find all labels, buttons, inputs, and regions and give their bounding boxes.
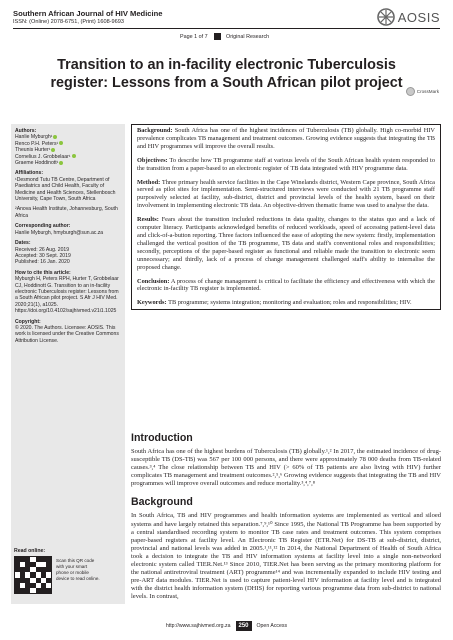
article-type: Original Research <box>226 34 270 40</box>
affiliation-2: ²Anova Health Institute, Johannesburg, South Africa <box>15 206 118 219</box>
read-online-note: Scan this QR code with your smart phone or mobile device to read online. <box>56 558 100 581</box>
crossmark-label: CrossMark <box>416 89 439 94</box>
journal-url-link[interactable]: http://www.sajhivmed.org.za <box>165 623 231 629</box>
orcid-icon[interactable] <box>51 148 55 152</box>
orcid-icon[interactable] <box>59 161 63 165</box>
page-indicator: Page 1 of 7 <box>180 34 208 40</box>
open-access-label: Open Access <box>256 623 288 629</box>
qr-code-icon[interactable] <box>14 556 52 594</box>
corresponding-author-heading: Corresponding author: <box>15 223 71 230</box>
author-name: Cornelius J. Grobbelaar¹ <box>15 154 121 160</box>
separator-square-icon <box>214 33 221 40</box>
date-received: Received: 26 Aug. 2019 <box>15 246 70 253</box>
author-name: Hanlie Myburgh¹ <box>15 134 121 140</box>
background-paragraph: In South Africa, TB and HIV programmes and health information systems are implemented as vertical and siloed systems and have largely retained this separation.⁷,⁹,¹⁰ Since 1995, the National TB Programme has been supported by a central standardised recording system to monitor TB case rates and treatment outcomes. This system comprises paper-based registers at facility level. An Electronic TB Register (ETR.Net) for DS-TB at sub-district, district, provincial and national levels was added in 2005.¹,¹¹,¹² In 2014, the National Department of Health of South Africa took a decision to integrate the TB and HIV information systems at facility level into a single non-networked electronic system called TIER.Net.¹³ Since 2010, TIER.Net has been serving as the primary monitoring platform for the national antiretroviral treatment (ART) programme¹⁴ and was incrementally expanded to include HIV testing and pre-ART data modules. TIER.Net is used to capture patient-level HIV information at facility level and is integrated with the district health information system (DHIS) for reporting various programme data from sub-district to national levels. In contrast, <box>131 512 441 601</box>
date-published: Published: 16 Jan. 2020 <box>15 259 70 266</box>
abstract-box <box>131 124 441 310</box>
cite-heading: How to cite this article: <box>15 269 71 276</box>
header-divider <box>13 28 440 29</box>
crossmark-icon <box>406 87 415 96</box>
introduction-paragraph: South Africa has one of the highest burdens of Tuberculosis (TB) globally.¹,² In 2017, the estimated incidence of drug-susceptible TB (DS-TB) was 567 per 100 000 persons, and there were approximately 78 000 deaths from TB-related causes.³,⁴ The close relationship between TB and HIV (> 60% of TB patients are also living with HIV) further complicates TB management and treatment outcomes.²,⁵,⁶ Growing evidence suggests that integrating the TB and HIV programmes will improve overall outcomes and reduce mortality.³,⁴,⁷,⁸ <box>131 448 441 488</box>
abstract-background: Background: South Africa has one of the highest incidences of Tuberculosis (TB) globally. High co-morbid HIV prevalence complicates TB management and treatment outcomes. Growing evidence suggests that integrating the TB and HIV programmes will improve the overall results. <box>137 127 435 150</box>
citation[interactable]: Myburgh H, Peters RPH, Hurter T, Grobbelaar CJ, Hoddinott G. Transition to an in-facility electronic Tuberculosis register: Lessons from a South African pilot project. S Afr J HIV Med. 2020;21(1), a1025. https://doi.org/10.4102/sajhivmed.v21i1.1025 <box>15 276 119 315</box>
aosis-logo-icon <box>377 8 395 26</box>
date-accepted: Accepted: 30 Sept. 2019 <box>15 252 71 259</box>
orcid-icon[interactable] <box>53 135 57 139</box>
corresponding-author[interactable]: Hanlie Myburgh, hmyburgh@sun.ac.za <box>15 229 104 236</box>
article-body <box>131 432 441 602</box>
dates-heading: Dates: <box>15 240 31 247</box>
read-online-heading: Read online: <box>14 548 46 554</box>
abstract-method: Method: Three primary health service facilities in the Cape Winelands district, Western Cape province, South Africa served as pilot sites for implementation. Semi-structured interviews were conducted with 21 TB programme staff purposively selected at facility, sub-district, district and provincial levels of the health system, based on their involvement in implementing electronic TB data. An objective-driven thematic frame was used to analyse the data. <box>137 178 435 210</box>
abstract-objectives: Objectives: To describe how TB programme staff at various levels of the South African health system responded to the transition from a paper-based to an electronic register of TB data integrated with HIV programme data. <box>137 156 435 172</box>
author-name: Renco P.H. Peters¹ <box>15 141 121 147</box>
page-number: 250 <box>236 621 252 631</box>
article-sidebar <box>11 124 125 604</box>
copyright-notice: © 2020. The Authors. Licensee: AOSIS. This work is licensed under the Creative Commons Attribution License. <box>15 324 119 344</box>
page-footer <box>0 621 453 631</box>
orcid-icon[interactable] <box>59 141 63 145</box>
authors-heading: Authors: <box>15 128 37 134</box>
journal-issn: ISSN: (Online) 2078-6751, (Print) 1608-9693 <box>13 19 125 25</box>
orcid-icon[interactable] <box>72 154 76 158</box>
author-name: Graeme Hoddinott¹ <box>15 160 121 166</box>
background-heading: Background <box>131 496 193 509</box>
read-online-panel <box>11 548 125 581</box>
copyright-heading: Copyright: <box>15 318 41 325</box>
publisher-name: AOSIS <box>397 9 440 25</box>
affiliations-heading: Affiliations: <box>15 170 44 177</box>
affiliation-1: ¹Desmond Tutu TB Centre, Department of Paediatrics and Child Health, Faculty of Medicine and Health Sciences, Stellenbosch University, Cape Town, South Africa <box>15 176 116 203</box>
abstract-conclusion: Conclusion: A process of change management is critical to facilitate the efficiency and effectiveness with which the electronic in-facility TB register is implemented. <box>137 277 435 293</box>
publisher-logo[interactable] <box>377 8 440 26</box>
author-name: Theunis Hurter¹ <box>15 147 121 153</box>
journal-name: Southern African Journal of HIV Medicine <box>13 9 163 18</box>
introduction-heading: Introduction <box>131 432 193 444</box>
article-title: Transition to an in-facility electronic Tuberculosis register: Lessons from a South African pilot project <box>50 57 403 91</box>
abstract-keywords: Keywords: TB programme; systems integration; monitoring and evaluation; roles and responsibilities; HIV. <box>137 299 412 307</box>
crossmark-badge[interactable] <box>406 87 439 96</box>
abstract-results: Results: Fears about the transition included reductions in data quality, changes to the status quo and a lack of computer literacy. Participants acknowledged benefits of reduced workloads, speed of accessing patient-level data and click-of-a-button reporting. Three factors influenced the ease of adopting the new system: firstly, implementation challenged the vertical position of the TB programme, TB data and staff's conventional roles and responsibilities; secondly, perceptions of the paper-based register as functional and reliable made the transition to electronic seem unnecessary; and thirdly, lack of a process of change management challenged staff's ability to internalise the proposed change. <box>137 216 435 271</box>
